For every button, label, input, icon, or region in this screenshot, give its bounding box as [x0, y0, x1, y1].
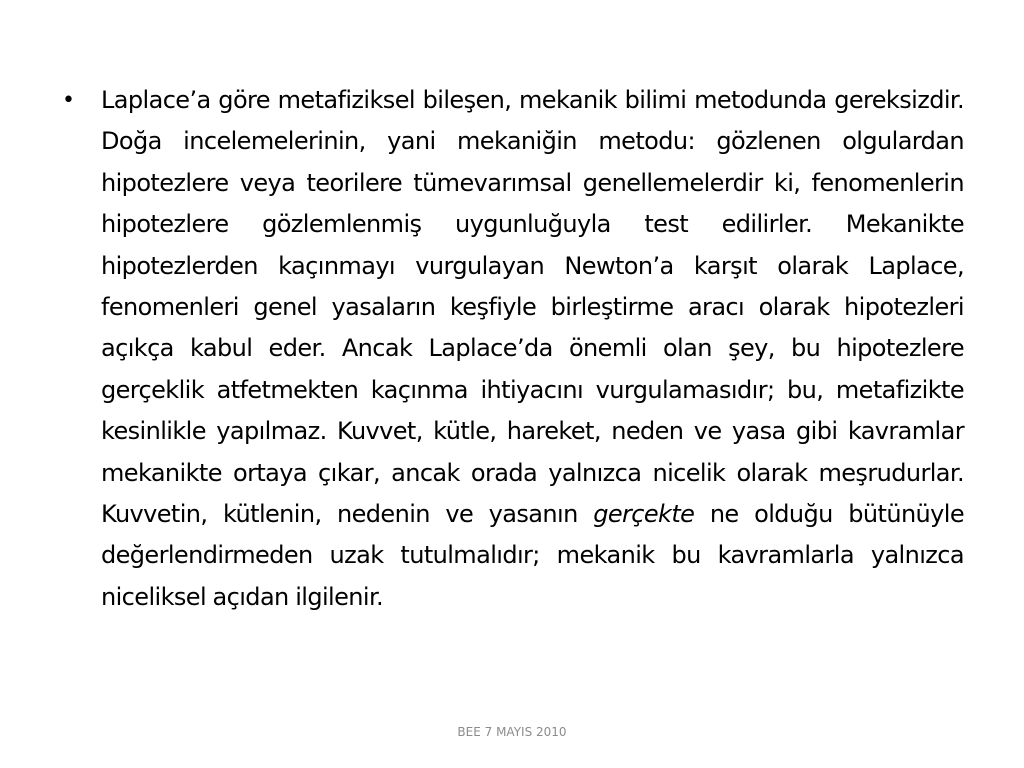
paragraph-italic-word: gerçekte [593, 500, 695, 529]
slide-content [62, 80, 964, 618]
bullet-icon: • [62, 88, 75, 113]
bullet-paragraph [101, 80, 964, 618]
paragraph-text-end: ne olduğu bütünüyle değerlendirmeden uzak tutulmalıdır; mekanik bu kavramlarla yalnızca niceliksel açıdan ilgilenir. [101, 500, 964, 611]
paragraph-text-start: Laplace’a göre metafiziksel bileşen, mekanik bilimi metodunda gereksizdir. Doğa incelemelerinin, yani mekaniğin metodu: gözlenen olgulardan hipotezlere veya teorilere tümevarımsal genellemelerdir ki, fenomenlerin hipotezlere gözlemlenmiş uygunluğuyla test edilirler. Mekanikte hipotezlerden kaçınmayı vurgulayan Newton’a karşıt olarak Laplace, fenomenleri genel yasaların keşfiyle birleştirme aracı olarak hipotezleri açıkça kabul eder. Ancak Laplace’da önemli olan şey, bu hipotezlere gerçeklik atfetmekten kaçınma ihtiyacını vurgulamasıdır; bu, metafizikte kesinlikle yapılmaz. Kuvvet, kütle, hareket, neden ve yasa gibi kavramlar mekanikte ortaya çıkar, ancak orada yalnızca nicelik olarak meşrudurlar. Kuvvetin, kütlenin, nedenin ve yasanın [101, 86, 964, 529]
slide-footer: BEE 7 MAYIS 2010 [457, 725, 567, 739]
bullet-item [62, 80, 964, 618]
